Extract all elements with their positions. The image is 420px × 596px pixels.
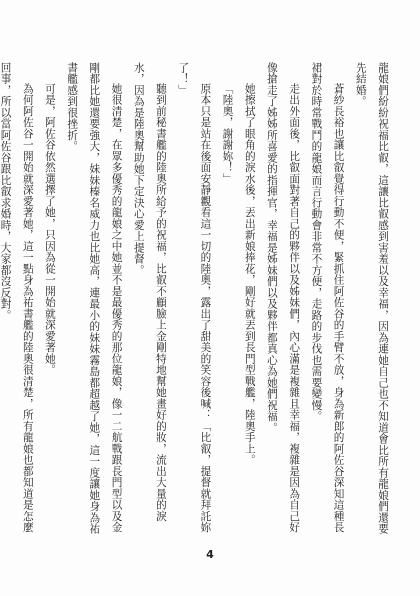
paragraph: 走出外面後，比叡面對著自己的夥伴以及姊妹們，內心滿是複雜且幸福，複雜是因為自己好像搶走了姊姊所喜愛的指揮官，幸福是姊妹們以及夥伴都真心為她們祝福。 <box>265 62 301 534</box>
paragraph: 龍娘們紛紛祝福比叡，這讓比叡感到害羞以及幸福，因為連她自己也不知道會比所有龍娘們還要先結婚。 <box>354 62 389 535</box>
paragraph: 聽到前秘書艦的陸奧所給予的祝福，比叡不顧臉上金剛特地幫她畫好的妝，流出大量的淚水，因為是陸奧幫助她下定決心愛上提督。 <box>132 62 167 522</box>
paragraph: 她很清楚，在眾多優秀的龍娘之中她並不是最優秀的那位龍娘，像一二航戰跟長門型以及金剛都比她還要強大，妹妹榛名威力也比她高，連最小的妹妹霧島都超越了她，這一度讓她身為祐書艦感到很挫折。 <box>66 62 123 535</box>
paragraph: 可是，阿佐谷依然選擇了她，只因為從一開始就深愛著她。 <box>43 83 56 376</box>
paragraph: 她擦拭了眼角的淚水後，丟出新娘捧花，剛好就丟到長門型戰艦，陸奧手上。 <box>243 83 256 466</box>
paragraph: 「陸奧，謝謝妳！」 <box>221 83 234 185</box>
paragraph: 原本只是站在後面安靜觀看這一切的陸奧，露出了甜美的笑容後喊：「比叡，提督就拜託妳了！」 <box>177 62 212 534</box>
page-number: 4 <box>206 548 214 561</box>
paragraph: 蒼紗長裕也讓比叡覺得行動不便，緊抓住阿佐谷的手臂不放，身為新郎的阿佐谷深知這種長裙對於時常戰鬥的龍娘而言行動會非常不方便，走路的步伐也需要變慢。 <box>310 62 345 534</box>
body-text <box>0 62 394 540</box>
paragraph: 為何阿佐谷一開始就深愛著她，這一點身為祐書艦的陸奧很清楚，所有龍娘也都知道是怎麼回事，所以當阿佐谷跟比叡求婚時，大家都沒反對。 <box>0 62 34 534</box>
